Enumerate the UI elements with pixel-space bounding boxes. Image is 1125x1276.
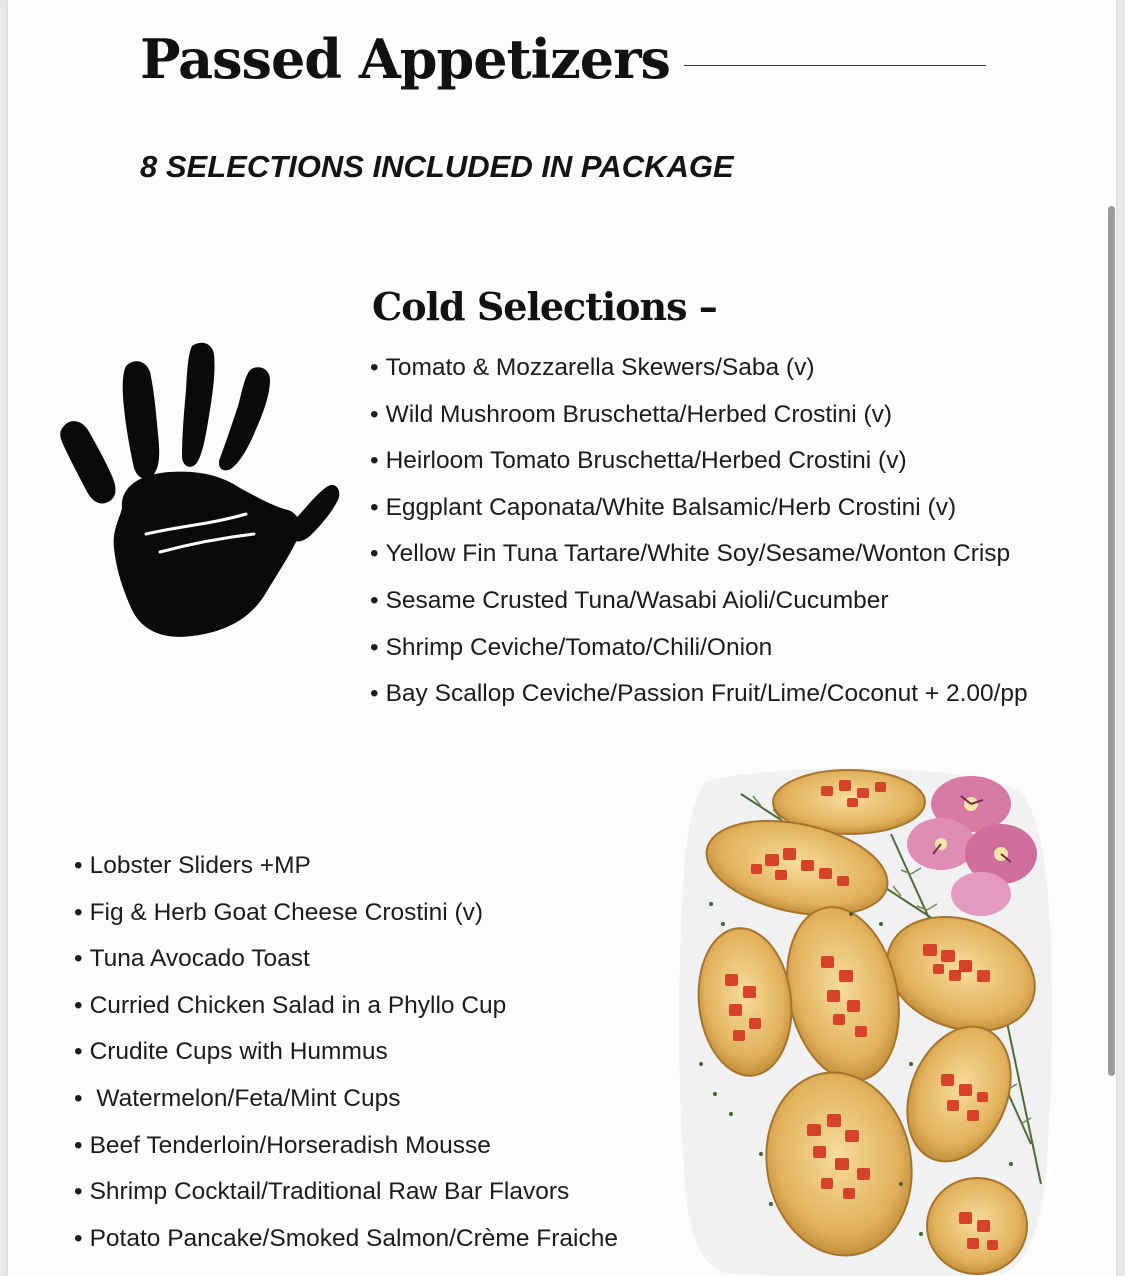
menu-page: [8, 0, 1116, 1276]
menu-item-label: Yellow Fin Tuna Tartare/White Soy/Sesame/Wonton Crisp: [385, 540, 1011, 568]
bullet-icon: •: [74, 852, 83, 879]
bullet-icon: •: [74, 1038, 83, 1066]
menu-item-label: Heirloom Tomato Bruschetta/Herbed Crostini (v): [385, 447, 907, 475]
list-item: [370, 538, 1028, 585]
cold-selections-list: [370, 352, 1028, 725]
list-item: [74, 943, 618, 990]
list-item: [74, 1176, 618, 1223]
list-item: [74, 897, 618, 944]
bullet-icon: •: [74, 945, 83, 973]
package-subtitle: 8 SELECTIONS INCLUDED IN PACKAGE: [140, 149, 734, 184]
more-selections-list: [74, 850, 618, 1269]
menu-item-label: Lobster Sliders +MP: [89, 852, 311, 879]
list-item: [74, 1223, 618, 1270]
bullet-icon: •: [370, 680, 379, 708]
menu-item-label: Potato Pancake/Smoked Salmon/Crème Fraiche: [89, 1224, 618, 1252]
page-title: Passed Appetizers: [140, 27, 670, 91]
list-item: [74, 1036, 618, 1083]
menu-item-label: Tuna Avocado Toast: [89, 945, 310, 973]
bullet-icon: •: [370, 586, 379, 614]
list-item: [370, 399, 1028, 446]
bullet-icon: •: [74, 1178, 83, 1206]
bullet-icon: •: [370, 633, 379, 661]
list-item: [74, 990, 618, 1037]
handprint-palm: [114, 472, 300, 637]
menu-item-label: Eggplant Caponata/White Balsamic/Herb Crostini (v): [385, 493, 957, 521]
bullet-icon: •: [74, 1084, 83, 1112]
bullet-icon: •: [370, 447, 379, 475]
menu-item-label: Bay Scallop Ceviche/Passion Fruit/Lime/Coconut + 2.00/pp: [385, 680, 1028, 708]
menu-item-label: Wild Mushroom Bruschetta/Herbed Crostini (v): [385, 400, 893, 428]
menu-item-label: Fig & Herb Goat Cheese Crostini (v): [89, 898, 484, 926]
cold-selections-heading: Cold Selections –: [372, 284, 717, 329]
bruschetta-platter-photo: [671, 764, 1057, 1276]
list-item: [370, 352, 1028, 399]
list-item: [74, 850, 618, 897]
list-item: [74, 1130, 618, 1177]
list-item: [370, 492, 1028, 539]
list-item: [370, 585, 1028, 632]
menu-item-label: Sesame Crusted Tuna/Wasabi Aioli/Cucumber: [385, 586, 889, 614]
handprint-icon: [50, 338, 342, 642]
bullet-icon: •: [74, 991, 83, 1019]
menu-item-label: Tomato & Mozzarella Skewers/Saba (v): [385, 354, 815, 381]
bullet-icon: •: [370, 493, 379, 521]
scrollbar[interactable]: [1108, 206, 1115, 1076]
list-item: [74, 1083, 618, 1130]
list-item: [370, 632, 1028, 679]
bullet-icon: •: [370, 354, 379, 381]
bullet-icon: •: [370, 540, 379, 568]
menu-item-label: Curried Chicken Salad in a Phyllo Cup: [89, 991, 507, 1019]
handprint-ring-finger: [123, 361, 160, 479]
handprint-index-finger: [219, 367, 270, 470]
menu-item-label: Shrimp Cocktail/Traditional Raw Bar Flavors: [89, 1178, 570, 1206]
bullet-icon: •: [74, 898, 83, 926]
title-divider-line: [684, 65, 986, 66]
handprint-thumb: [288, 485, 339, 542]
menu-item-label: Shrimp Ceviche/Tomato/Chili/Onion: [385, 633, 773, 661]
handprint-pinky: [60, 421, 115, 503]
list-item: [370, 678, 1028, 725]
menu-item-label: Watermelon/Feta/Mint Cups: [89, 1084, 401, 1112]
bullet-icon: •: [74, 1131, 83, 1159]
handprint-middle-finger: [182, 343, 215, 467]
menu-item-label: Beef Tenderloin/Horseradish Mousse: [89, 1131, 491, 1159]
menu-item-label: Crudite Cups with Hummus: [89, 1038, 388, 1066]
bullet-icon: •: [370, 400, 379, 428]
bullet-icon: •: [74, 1224, 83, 1252]
list-item: [370, 445, 1028, 492]
